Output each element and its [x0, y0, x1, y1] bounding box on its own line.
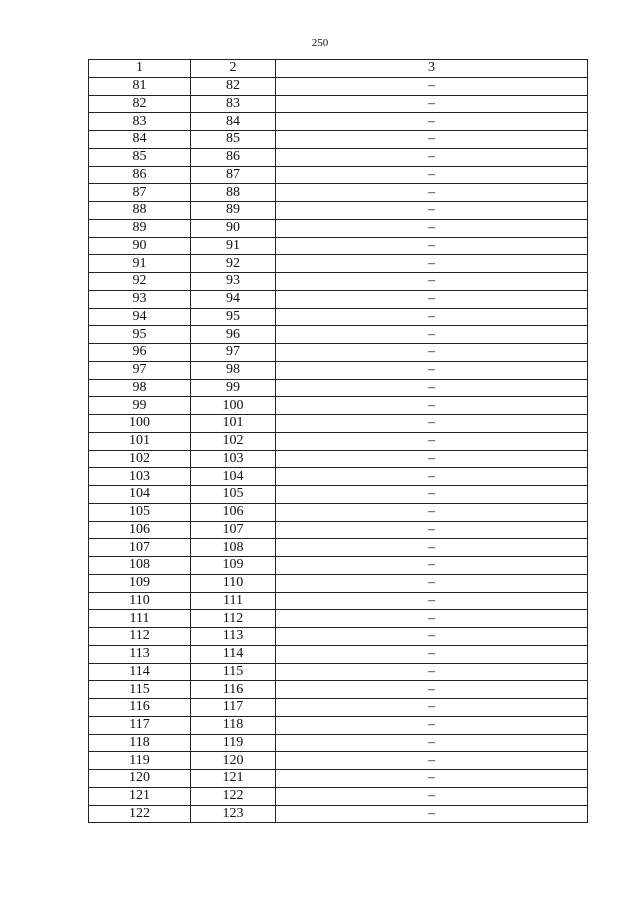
table-cell-col-2: 97 — [191, 344, 276, 362]
table-cell-col-3: – — [276, 734, 588, 752]
table-cell-col-2: 105 — [191, 486, 276, 504]
table-cell-col-3: – — [276, 415, 588, 433]
table-cell-col-1: 85 — [89, 148, 191, 166]
table-row — [89, 805, 588, 823]
table-cell-col-1: 103 — [89, 468, 191, 486]
table-cell-col-3: – — [276, 486, 588, 504]
table-cell-col-3: – — [276, 716, 588, 734]
table-cell-col-2: 114 — [191, 645, 276, 663]
table-row — [89, 202, 588, 220]
table-cell-col-3: – — [276, 166, 588, 184]
table-row — [89, 290, 588, 308]
table-row — [89, 95, 588, 113]
table-row — [89, 716, 588, 734]
table-cell-col-1: 93 — [89, 290, 191, 308]
table-cell-col-1: 81 — [89, 77, 191, 95]
table-cell-col-3: – — [276, 95, 588, 113]
table-row — [89, 379, 588, 397]
table-cell-col-3: – — [276, 273, 588, 291]
table-cell-col-1: 98 — [89, 379, 191, 397]
table-cell-col-2: 84 — [191, 113, 276, 131]
table-cell-col-3: – — [276, 131, 588, 149]
table-cell-col-1: 97 — [89, 361, 191, 379]
table-row — [89, 503, 588, 521]
table-cell-col-3: – — [276, 113, 588, 131]
table-row — [89, 77, 588, 95]
table-cell-col-1: 118 — [89, 734, 191, 752]
table-cell-col-2: 82 — [191, 77, 276, 95]
table-cell-col-2: 92 — [191, 255, 276, 273]
table-cell-col-3: – — [276, 468, 588, 486]
table-cell-col-3: – — [276, 361, 588, 379]
table-cell-col-1: 84 — [89, 131, 191, 149]
table-cell-col-3: – — [276, 787, 588, 805]
table-cell-col-3: – — [276, 699, 588, 717]
table-cell-col-2: 94 — [191, 290, 276, 308]
table-cell-col-3: – — [276, 539, 588, 557]
table-cell-col-2: 95 — [191, 308, 276, 326]
table-cell-col-2: 89 — [191, 202, 276, 220]
table-cell-col-1: 117 — [89, 716, 191, 734]
table-cell-col-3: – — [276, 255, 588, 273]
column-header-2: 2 — [191, 60, 276, 78]
table-row — [89, 361, 588, 379]
column-header-3: 3 — [276, 60, 588, 78]
table-row — [89, 681, 588, 699]
table-cell-col-3: – — [276, 503, 588, 521]
table-cell-col-1: 111 — [89, 610, 191, 628]
table-cell-col-3: – — [276, 663, 588, 681]
table-row — [89, 166, 588, 184]
table-cell-col-2: 86 — [191, 148, 276, 166]
table-cell-col-2: 106 — [191, 503, 276, 521]
table-cell-col-1: 106 — [89, 521, 191, 539]
table-cell-col-3: – — [276, 557, 588, 575]
table-row — [89, 521, 588, 539]
table-row — [89, 628, 588, 646]
table-cell-col-2: 93 — [191, 273, 276, 291]
table-cell-col-1: 88 — [89, 202, 191, 220]
table-cell-col-1: 83 — [89, 113, 191, 131]
table-cell-col-3: – — [276, 379, 588, 397]
table-row — [89, 113, 588, 131]
table-cell-col-1: 107 — [89, 539, 191, 557]
data-table — [88, 59, 588, 823]
table-cell-col-3: – — [276, 610, 588, 628]
table-cell-col-1: 112 — [89, 628, 191, 646]
table-cell-col-1: 119 — [89, 752, 191, 770]
table-cell-col-1: 121 — [89, 787, 191, 805]
table-row — [89, 415, 588, 433]
table-cell-col-2: 85 — [191, 131, 276, 149]
table-cell-col-2: 115 — [191, 663, 276, 681]
table-cell-col-2: 118 — [191, 716, 276, 734]
table-cell-col-1: 113 — [89, 645, 191, 663]
table-cell-col-3: – — [276, 308, 588, 326]
table-cell-col-2: 119 — [191, 734, 276, 752]
table-cell-col-1: 104 — [89, 486, 191, 504]
table-cell-col-2: 96 — [191, 326, 276, 344]
table-cell-col-1: 94 — [89, 308, 191, 326]
table-cell-col-1: 96 — [89, 344, 191, 362]
table-row — [89, 592, 588, 610]
table-cell-col-1: 109 — [89, 574, 191, 592]
table-row — [89, 645, 588, 663]
table-cell-col-2: 88 — [191, 184, 276, 202]
table-cell-col-2: 122 — [191, 787, 276, 805]
table-cell-col-2: 111 — [191, 592, 276, 610]
table-cell-col-2: 87 — [191, 166, 276, 184]
page-number: 250 — [311, 37, 329, 49]
table-cell-col-2: 91 — [191, 237, 276, 255]
table-cell-col-2: 120 — [191, 752, 276, 770]
table-cell-col-1: 101 — [89, 432, 191, 450]
table-cell-col-2: 116 — [191, 681, 276, 699]
table-cell-col-1: 100 — [89, 415, 191, 433]
table-cell-col-1: 120 — [89, 770, 191, 788]
table-cell-col-2: 102 — [191, 432, 276, 450]
table-cell-col-3: – — [276, 592, 588, 610]
table-cell-col-2: 98 — [191, 361, 276, 379]
table-cell-col-1: 92 — [89, 273, 191, 291]
table-cell-col-3: – — [276, 681, 588, 699]
table-row — [89, 237, 588, 255]
table-cell-col-3: – — [276, 432, 588, 450]
table-row — [89, 255, 588, 273]
table-row — [89, 273, 588, 291]
table-cell-col-3: – — [276, 219, 588, 237]
table-cell-col-2: 113 — [191, 628, 276, 646]
table-row — [89, 610, 588, 628]
table-cell-col-3: – — [276, 752, 588, 770]
table-cell-col-1: 87 — [89, 184, 191, 202]
table-cell-col-1: 110 — [89, 592, 191, 610]
table-cell-col-3: – — [276, 805, 588, 823]
table-row — [89, 486, 588, 504]
table-row — [89, 219, 588, 237]
table-row — [89, 308, 588, 326]
table-cell-col-1: 108 — [89, 557, 191, 575]
table-cell-col-3: – — [276, 344, 588, 362]
table-cell-col-2: 90 — [191, 219, 276, 237]
table-cell-col-3: – — [276, 77, 588, 95]
table-cell-col-1: 86 — [89, 166, 191, 184]
table-row — [89, 574, 588, 592]
table-row — [89, 699, 588, 717]
table-cell-col-3: – — [276, 574, 588, 592]
table-row — [89, 539, 588, 557]
table-cell-col-2: 83 — [191, 95, 276, 113]
table-row — [89, 787, 588, 805]
table-cell-col-1: 89 — [89, 219, 191, 237]
table-cell-col-1: 95 — [89, 326, 191, 344]
table-row — [89, 326, 588, 344]
table-cell-col-3: – — [276, 450, 588, 468]
table-cell-col-2: 99 — [191, 379, 276, 397]
table-cell-col-3: – — [276, 397, 588, 415]
table-cell-col-1: 91 — [89, 255, 191, 273]
table-row — [89, 663, 588, 681]
table-cell-col-1: 116 — [89, 699, 191, 717]
table-cell-col-2: 104 — [191, 468, 276, 486]
table-cell-col-1: 99 — [89, 397, 191, 415]
column-header-1: 1 — [89, 60, 191, 78]
table-cell-col-2: 117 — [191, 699, 276, 717]
table-cell-col-2: 107 — [191, 521, 276, 539]
table-cell-col-1: 115 — [89, 681, 191, 699]
table-row — [89, 344, 588, 362]
table-cell-col-3: – — [276, 628, 588, 646]
table-cell-col-3: – — [276, 770, 588, 788]
table-cell-col-3: – — [276, 237, 588, 255]
table-body — [89, 77, 588, 823]
table-cell-col-2: 103 — [191, 450, 276, 468]
table-cell-col-2: 101 — [191, 415, 276, 433]
table-cell-col-3: – — [276, 148, 588, 166]
table-cell-col-2: 121 — [191, 770, 276, 788]
table-cell-col-3: – — [276, 326, 588, 344]
table-row — [89, 557, 588, 575]
table-cell-col-3: – — [276, 184, 588, 202]
table-header-row — [89, 60, 588, 78]
table-cell-col-1: 90 — [89, 237, 191, 255]
table-cell-col-2: 112 — [191, 610, 276, 628]
table-cell-col-2: 108 — [191, 539, 276, 557]
table-cell-col-1: 82 — [89, 95, 191, 113]
table-cell-col-1: 114 — [89, 663, 191, 681]
table-cell-col-1: 105 — [89, 503, 191, 521]
table-cell-col-2: 109 — [191, 557, 276, 575]
table-row — [89, 734, 588, 752]
table-row — [89, 184, 588, 202]
table-row — [89, 148, 588, 166]
table-cell-col-3: – — [276, 521, 588, 539]
table-row — [89, 752, 588, 770]
table-cell-col-1: 122 — [89, 805, 191, 823]
table-cell-col-3: – — [276, 202, 588, 220]
table-cell-col-3: – — [276, 645, 588, 663]
table-cell-col-1: 102 — [89, 450, 191, 468]
table-cell-col-2: 110 — [191, 574, 276, 592]
table-cell-col-2: 123 — [191, 805, 276, 823]
table-cell-col-3: – — [276, 290, 588, 308]
table-row — [89, 468, 588, 486]
table-row — [89, 397, 588, 415]
table-row — [89, 770, 588, 788]
table-row — [89, 432, 588, 450]
table-cell-col-2: 100 — [191, 397, 276, 415]
table-row — [89, 131, 588, 149]
table-row — [89, 450, 588, 468]
